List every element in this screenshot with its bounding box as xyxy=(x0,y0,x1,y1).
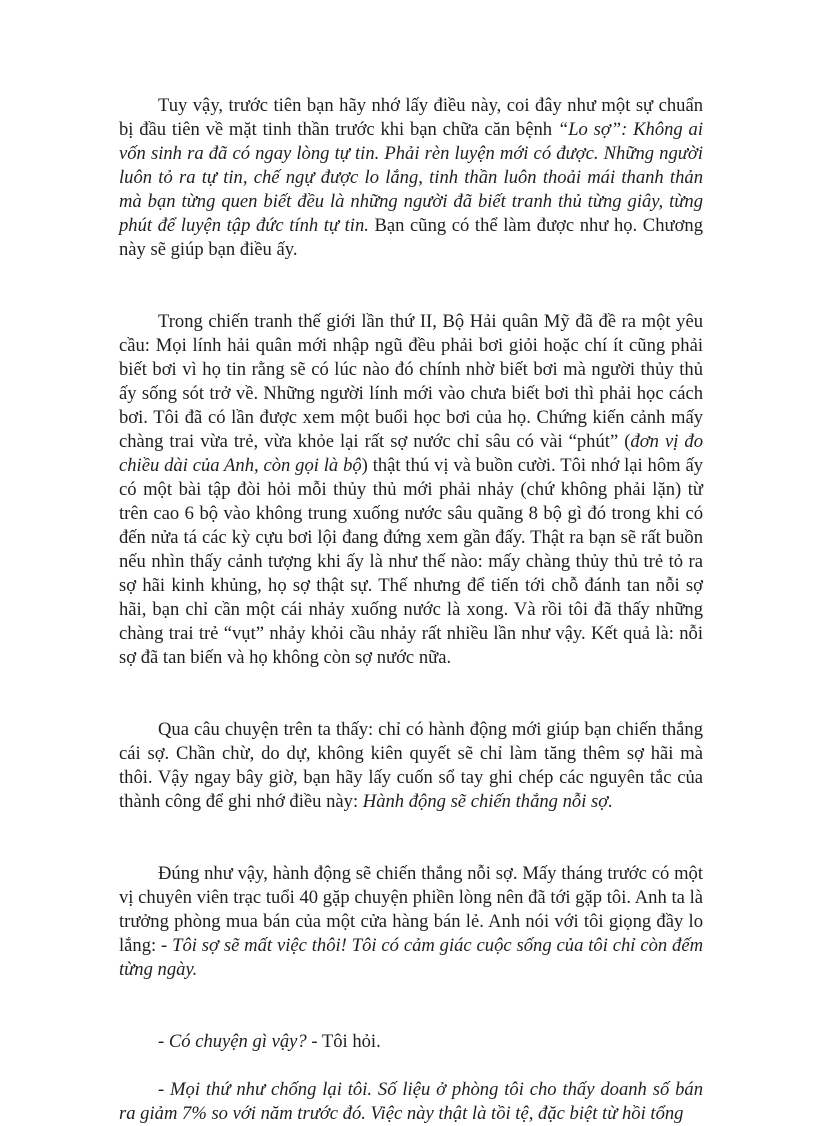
paragraph-2-italic: đơn vị đo chiều dài của Anh, còn gọi là bộ xyxy=(119,431,703,476)
paragraph-5-italic: Có chuyện gì vậy? xyxy=(168,1031,307,1052)
paragraph-1-text-end: Bạn cũng có thể làm được như họ. Chương này sẽ giúp bạn điều ấy. xyxy=(119,215,703,260)
paragraph-4-italic: Tôi sợ sẽ mất việc thôi! Tôi có cảm giác cuộc sống của tôi chỉ còn đếm từng ngày. xyxy=(119,935,704,980)
paragraph-3 xyxy=(119,718,703,814)
paragraph-gap xyxy=(119,838,703,862)
paragraph-1-italic: “Lo sợ”: Không ai vốn sinh ra đã có ngay lòng tự tin. Phải rèn luyện mới có được. Những người luôn tỏ ra tự tin, chế ngự được lo lắng, tinh thần luôn thoải mái thanh thản mà bạn từng quen biết đều là những người đã biết tranh thủ từng giây, từng phút để luyện tập đức tính tự tin. xyxy=(119,119,703,236)
paragraph-2 xyxy=(119,310,703,670)
paragraph-1 xyxy=(119,94,703,262)
paragraph-gap xyxy=(119,694,703,718)
paragraph-gap xyxy=(119,286,703,310)
paragraph-4-text: Đúng như vậy, hành động sẽ chiến thắng nỗi sợ. Mấy tháng trước có một vị chuyên viên trạc tuổi 40 gặp chuyện phiền lòng nên đã tới gặp tôi. Anh ta là trưởng phòng mua bán của một cửa hàng bán lẻ. Anh nói với tôi giọng đầy lo lắng: - xyxy=(119,863,703,956)
paragraph-5-text-end: - Tôi hỏi. xyxy=(306,1031,381,1052)
paragraph-6-italic: - Mọi thứ như chống lại tôi. Số liệu ở phòng tôi cho thấy doanh số bán ra giảm 7% so với năm trước đó. Việc này thật là tồi tệ, đặc biệt từ hồi tổng xyxy=(119,1079,703,1124)
paragraph-5-text: - xyxy=(158,1031,169,1052)
paragraph-2-text-end: ) thật thú vị và buồn cười. Tôi nhớ lại hôm ấy có một bài tập đòi hỏi mỗi thủy thủ mới phải nhảy (chứ không phải lặn) từ trên cao 6 bộ vào không trung xuống nước sâu quãng 8 bộ gì đó trong khi có đến nửa tá các kỳ cựu bơi lội đang đứng xem gần đấy. Thật ra bạn sẽ rất buồn nếu nhìn thấy cảnh tượng khi ấy là như thế nào: mấy chàng thủy thủ trẻ tỏ ra sợ hãi kinh khủng, họ sợ thật sự. Thế nhưng để tiến tới chỗ đánh tan nỗi sợ hãi, bạn chỉ cần một cái nhảy xuống nước là xong. Và rồi tôi đã thấy những chàng trai trẻ “vụt” nhảy khỏi cầu nhảy rất nhiều lần như vậy. Kết quả là: nỗi sợ đã tan biến và họ không còn sợ nước nữa. xyxy=(119,455,703,668)
paragraph-3-italic: Hành động sẽ chiến thắng nỗi sợ. xyxy=(362,791,613,812)
paragraph-2-text: Trong chiến tranh thế giới lần thứ II, Bộ Hải quân Mỹ đã đề ra một yêu cầu: Mọi lính hải quân mới nhập ngũ đều phải bơi giỏi hoặc chí ít cũng phải biết bơi vì họ tin rằng sẽ có lúc nào đó chính nhờ biết bơi mà người thủy thủ ấy sống sót trở về. Những người lính mới vào chưa biết bơi thì phải học cách bơi. Tôi đã có lần được xem một buổi học bơi của họ. Chứng kiến cảnh mấy chàng trai vừa trẻ, vừa khỏe lại rất sợ nước chỉ sâu có vài “phút” ( xyxy=(119,311,703,452)
paragraph-gap xyxy=(119,1006,703,1030)
paragraph-4 xyxy=(119,862,703,982)
paragraph-5 xyxy=(119,1030,703,1054)
paragraph-3-text: Qua câu chuyện trên ta thấy: chỉ có hành động mới giúp bạn chiến thắng cái sợ. Chần chừ, do dự, không kiên quyết sẽ chỉ làm tăng thêm sợ hãi mà thôi. Vậy ngay bây giờ, bạn hãy lấy cuốn sổ tay ghi chép các nguyên tắc của thành công để ghi nhớ điều này: xyxy=(119,719,703,812)
document-page xyxy=(119,94,703,1126)
paragraph-1-text: Tuy vậy, trước tiên bạn hãy nhớ lấy điều này, coi đây như một sự chuẩn bị đầu tiên về mặt tinh thần trước khi bạn chữa căn bệnh xyxy=(119,95,703,140)
paragraph-6 xyxy=(119,1078,703,1126)
